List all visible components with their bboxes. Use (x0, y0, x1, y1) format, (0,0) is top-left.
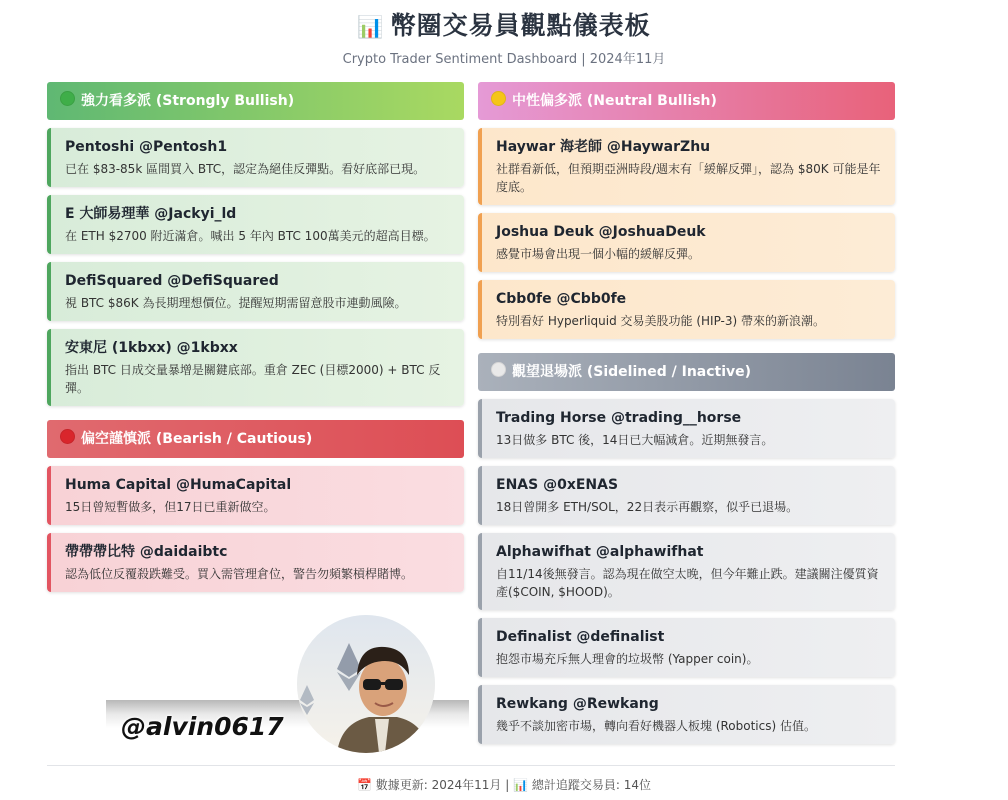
trader-card[interactable] (478, 128, 895, 205)
trader-view: 已在 $83-85k 區間買入 BTC，認定為絕佳反彈點。看好底部已現。 (65, 162, 426, 176)
trader-card[interactable] (478, 533, 895, 610)
trader-name: Alphawifhat @alphawifhat (496, 544, 704, 560)
trader-name: 帶帶帶比特 @daidaibtc (65, 544, 228, 560)
group-header-neutral-bullish (478, 82, 895, 120)
trader-view: 感覺市場會出現一個小幅的緩解反彈。 (496, 247, 701, 261)
avatar (297, 615, 435, 753)
right-column (478, 82, 895, 752)
page-title-text: 幣圈交易員觀點儀表板 (390, 11, 651, 40)
trader-card[interactable] (47, 195, 464, 254)
trader-view: 15日曾短暫做多，但17日已重新做空。 (65, 500, 276, 514)
trader-view: 抱怨市場充斥無人理會的垃圾幣 (Yapper coin)。 (496, 652, 759, 666)
group-header-label: 中性偏多派 (Neutral Bullish) (512, 93, 717, 109)
trader-card[interactable] (478, 399, 895, 458)
trader-name: Cbb0fe @Cbb0fe (496, 291, 627, 307)
trader-name: DefiSquared @DefiSquared (65, 273, 279, 289)
trader-card[interactable] (478, 466, 895, 525)
trader-view: 社群看新低，但預期亞洲時段/週末有「緩解反彈」，認為 $80K 可能是年度底。 (496, 162, 881, 194)
left-column (47, 82, 464, 600)
trader-name: Rewkang @Rewkang (496, 696, 659, 712)
trader-name: 安東尼 (1kbxx) @1kbxx (65, 340, 238, 356)
red-circle-icon (60, 429, 75, 444)
group-header-bearish (47, 420, 464, 458)
group-header-label: 偏空謹慎派 (Bearish / Cautious) (81, 431, 313, 447)
yellow-circle-icon (491, 91, 506, 106)
trader-name: E 大師易理華 @Jackyi_ld (65, 206, 237, 222)
trader-card[interactable] (47, 329, 464, 406)
footer-divider (47, 765, 895, 766)
trader-view: 特別看好 Hyperliquid 交易美股功能 (HIP-3) 帶來的新浪潮。 (496, 314, 826, 328)
group-header-label: 強力看多派 (Strongly Bullish) (81, 93, 295, 109)
trader-card[interactable] (478, 280, 895, 339)
trader-name: Definalist @definalist (496, 629, 665, 645)
green-circle-icon (60, 91, 75, 106)
group-header-label: 觀望退場派 (Sidelined / Inactive) (512, 364, 752, 380)
trader-view: 幾乎不談加密市場，轉向看好機器人板塊 (Robotics) 估值。 (496, 719, 816, 733)
trader-card[interactable] (478, 618, 895, 677)
trader-view: 18日曾開多 ETH/SOL，22日表示再觀察，似乎已退場。 (496, 500, 799, 514)
trader-view: 視 BTC $86K 為長期理想價位。提醒短期需留意股市連動風險。 (65, 296, 407, 310)
group-header-strongly-bullish (47, 82, 464, 120)
watermark-handle: @alvin0617 (121, 712, 284, 741)
group-header-sidelined (478, 353, 895, 391)
page-subtitle: Crypto Trader Sentiment Dashboard | 2024年11月 (342, 52, 666, 67)
trader-card[interactable] (47, 128, 464, 187)
trader-card[interactable] (47, 533, 464, 592)
trader-card[interactable] (478, 213, 895, 272)
trader-name: Haywar 海老師 @HaywarZhu (496, 139, 711, 155)
trader-view: 在 ETH $2700 附近滿倉。喊出 5 年內 BTC 100萬美元的超高目標。 (65, 229, 436, 243)
white-circle-icon (491, 362, 506, 377)
trader-card[interactable] (478, 685, 895, 744)
footer-info: 📅 數據更新: 2024年11月 | 📊 總計追蹤交易員: 14位 (357, 778, 651, 792)
trader-name: Pentoshi @Pentosh1 (65, 139, 228, 155)
trader-name: Trading Horse @trading__horse (496, 410, 742, 426)
avatar-photo (297, 615, 435, 753)
trader-name: Joshua Deuk @JoshuaDeuk (496, 224, 706, 240)
trader-view: 指出 BTC 日成交量暴增是關鍵底部。重倉 ZEC (目標2000) + BTC 反彈。 (65, 363, 441, 395)
trader-view: 自11/14後無發言。認為現在做空太晚，但今年難止跌。建議關注優質資產($COIN, $HOOD)。 (496, 567, 879, 599)
trader-name: Huma Capital @HumaCapital (65, 477, 292, 493)
trader-card[interactable] (47, 466, 464, 525)
trader-view: 13日做多 BTC 後，14日已大幅減倉。近期無發言。 (496, 433, 774, 447)
trader-view: 認為低位反覆殺跌難受。買入需管理倉位，警告勿頻繁槓桿賭博。 (65, 567, 414, 581)
trader-name: ENAS @0xENAS (496, 477, 619, 493)
trader-card[interactable] (47, 262, 464, 321)
chart-icon: 📊 (357, 15, 385, 39)
page-title (0, 6, 1008, 42)
